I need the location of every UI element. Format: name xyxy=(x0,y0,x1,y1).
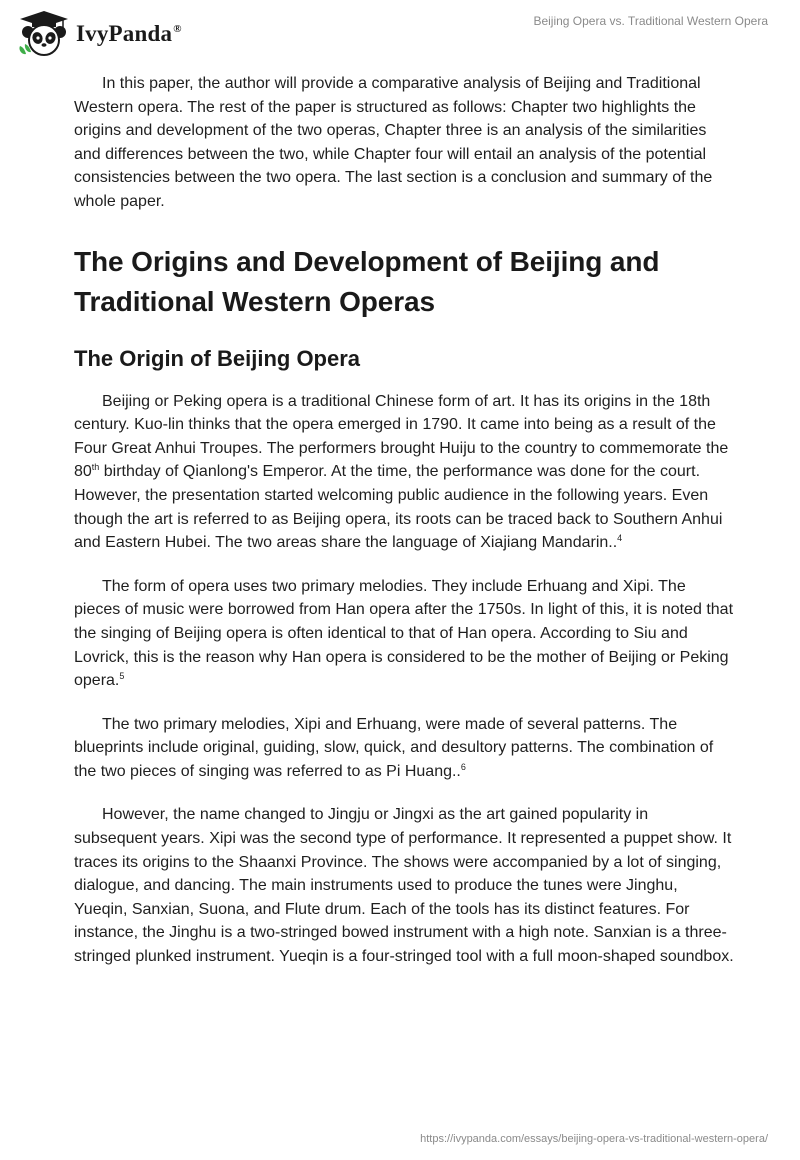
document-title: Beijing Opera vs. Traditional Western Opera xyxy=(533,14,768,28)
brand-name: IvyPanda® xyxy=(76,21,182,46)
paragraph-origins xyxy=(74,390,734,555)
brand-logo[interactable] xyxy=(16,8,182,58)
footnote-ref-4[interactable]: 4 xyxy=(617,533,623,544)
article-body xyxy=(74,72,734,969)
ordinal-suffix: th xyxy=(91,462,100,473)
footnote-ref-6[interactable]: 6 xyxy=(460,761,466,772)
paragraph-text: The two primary melodies, Xipi and Erhuang, were made of several patterns. The blueprints include original, guiding, slow, quick, and desultory patterns. The combination of the two pieces of singing was referred to as Pi Huang.. xyxy=(74,715,714,780)
footnote-ref-5[interactable]: 5 xyxy=(119,671,125,682)
paragraph-text: The form of opera uses two primary melodies. They include Erhuang and Xipi. The pieces of music were borrowed from Han opera after the 1750s. In light of this, it is noted that the singing of Beijing opera is often identical to that of Han opera. According to Siu and Lovrick, this is the reason why Han opera is considered to be the mother of Beijing or Peking opera. xyxy=(74,577,734,690)
source-url[interactable]: https://ivypanda.com/essays/beijing-opera-vs-traditional-western-opera/ xyxy=(420,1133,768,1145)
panda-graduate-icon xyxy=(16,8,72,58)
paragraph-melodies xyxy=(74,575,734,693)
section-heading: The Origins and Development of Beijing and Traditional Western Operas xyxy=(74,245,660,317)
page-header xyxy=(0,0,800,70)
paragraph-text: Beijing or Peking opera is a traditional Chinese form of art. It has its origins in the 18th century. Kuo-lin thinks that the opera emerged in 1790. It came into being as a result of the Four Great Anhui Troupes. The performers brought Huiju to the country to commemorate the 80 xyxy=(74,392,729,481)
trademark-symbol: ® xyxy=(173,23,182,35)
paragraph-patterns xyxy=(74,713,734,784)
paragraph-text: birthday of Qianlong's Emperor. At the time, the performance was done for the court. However, the presentation started welcoming public audience in the following years. Even though the art is referred to as Beijing opera, its roots can be traced back to Southern Anhui and Eastern Hubei. The two areas share the language of Xiajiang Mandarin.. xyxy=(74,463,723,552)
paragraph-instruments: However, the name changed to Jingju or Jingxi as the art gained popularity in subsequent years. Xipi was the second type of performance. It represented a puppet show. It traces its origins to the Shaanxi Province. The shows were accompanied by a lot of singing, dialogue, and dancing. The main instruments used to produce the tunes were Jinghu, Yueqin, Sanxian, Suona, and Flute drum. Each of the tools has its distinct features. For instance, the Jinghu is a two-stringed bowed instrument with a high note. Sanxian is a three-stringed plunked instrument. Yueqin is a four-stringed tool with a full moon-shaped soundbox. xyxy=(74,806,734,966)
intro-paragraph: In this paper, the author will provide a comparative analysis of Beijing and Traditional Western opera. The rest of the paper is structured as follows: Chapter two highlights the origins and development of the two operas, Chapter three is an analysis of the similarities and differences between the two, while Chapter four will entail an analysis of the potential consistencies between the two opera. The last section is a conclusion and summary of the whole paper. xyxy=(74,75,713,210)
subsection-heading: The Origin of Beijing Opera xyxy=(74,345,361,371)
